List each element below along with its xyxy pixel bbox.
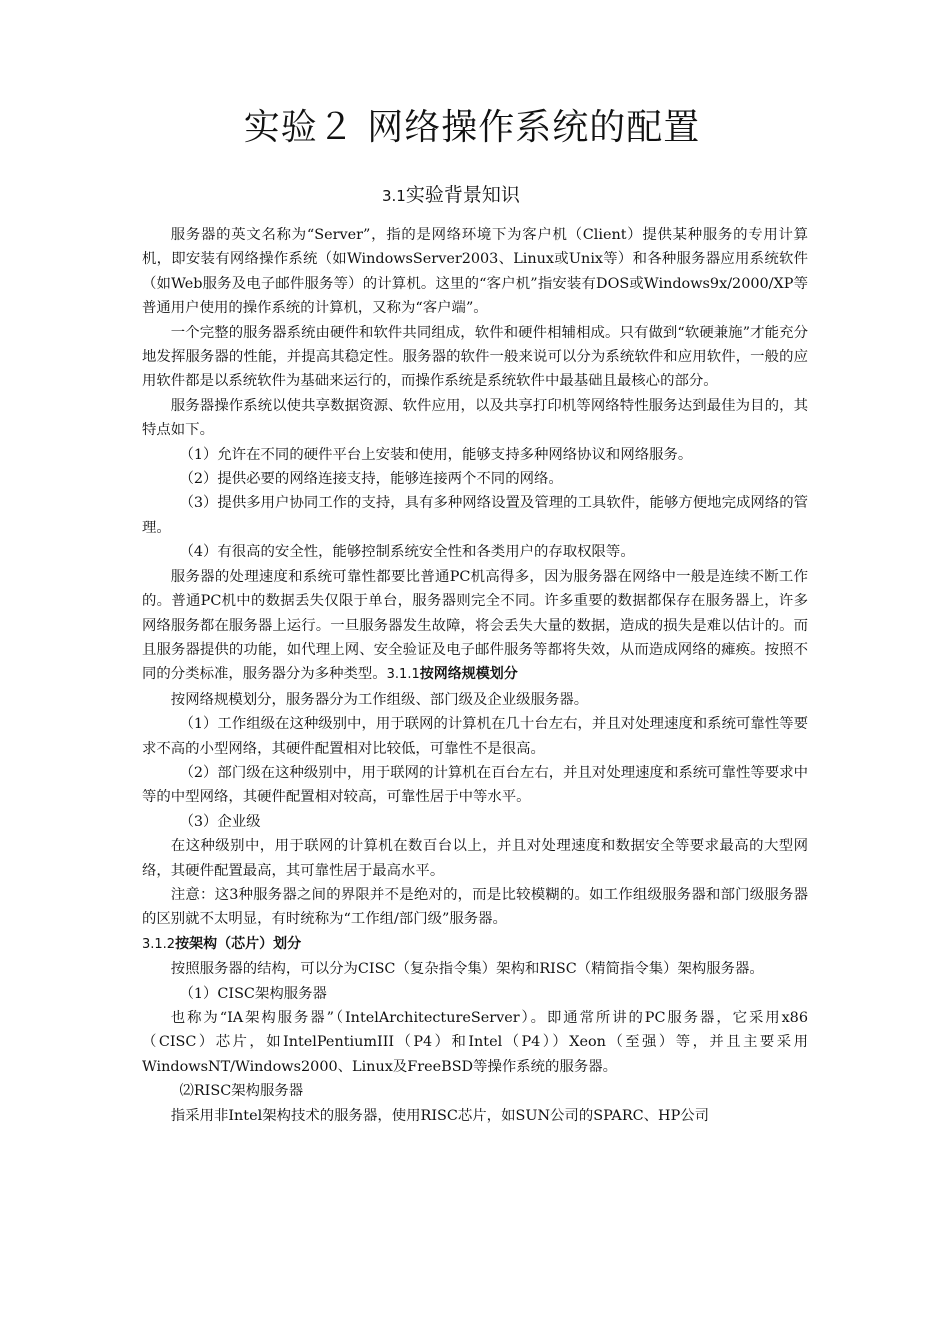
- paragraph: 按照服务器的结构，可以分为CISC（复杂指令集）架构和RISC（精简指令集）架构服务器。: [170, 961, 764, 978]
- list-item: （1）工作组级在这种级别中，用于联网的计算机在几十台左右，并且对处理速度和系统可靠性等要求不高的小型网络，其硬件配置相对比较低，可靠性不是很高。: [142, 716, 808, 757]
- subsection-title: 按架构（芯片）划分: [175, 935, 302, 952]
- subsection-heading-1: [387, 666, 518, 682]
- subsection-title: 按网络规模划分: [419, 666, 518, 683]
- paragraph: 指采用非Intel架构技术的服务器，使用RISC芯片，如SUN公司的SPARC、HP公司: [170, 1107, 710, 1124]
- document-body: [142, 223, 808, 1128]
- document-title: 实验２ 网络操作系统的配置: [243, 107, 701, 148]
- list-item: （4）有很高的安全性，能够控制系统安全性和各类用户的存取权限等。: [179, 544, 635, 561]
- paragraph: 在这种级别中，用于联网的计算机在数百台以上，并且对处理速度和数据安全等要求最高的大型网络，其硬件配置最高，其可靠性居于最高水平。: [142, 838, 808, 879]
- subsection-number: 3.1.1: [386, 667, 420, 683]
- list-item: （1）CISC架构服务器: [179, 985, 327, 1002]
- list-item: （3）企业级: [179, 813, 261, 830]
- list-item: （1）允许在不同的硬件平台上安装和使用，能够支持多种网络协议和网络服务。: [179, 446, 693, 463]
- list-item: （2）提供必要的网络连接支持，能够连接两个不同的网络。: [179, 471, 563, 488]
- subsection-number: 3.1.2: [142, 936, 176, 952]
- list-item: （2）部门级在这种级别中，用于联网的计算机在百台左右，并且对处理速度和系统可靠性等要求中等的中型网络，其硬件配置相对较高，可靠性居于中等水平。: [142, 764, 808, 806]
- paragraph: 服务器操作系统以使共享数据资源、软件应用，以及共享打印机等网络特性服务达到最佳为目的，其特点如下。: [142, 397, 808, 439]
- section-heading: [382, 180, 520, 211]
- section-number: 3.1: [382, 187, 406, 205]
- list-item: （3）提供多用户协同工作的支持，具有多种网络设置及管理的工具软件，能够方便地完成网络的管理。: [142, 495, 808, 536]
- list-item: ⑵RISC架构服务器: [179, 1083, 304, 1100]
- subsection-heading-2: [142, 932, 808, 957]
- paragraph: 按网络规模划分，服务器分为工作组级、部门级及企业级服务器。: [170, 691, 589, 708]
- paragraph: 一个完整的服务器系统由硬件和软件共同组成，软件和硬件相辅相成。只有做到“软硬兼施”才能充分地发挥服务器的性能，并提高其稳定性。服务器的软件一般来说可以分为系统软件和应用软件，一般的应用软件都是以系统软件为基础来运行的，而操作系统是系统软件中最基础且最核心的部分。: [142, 324, 808, 390]
- paragraph: 服务器的英文名称为“Server”，指的是网络环境下为客户机（Client）提供某种服务的专用计算机，即安装有网络操作系统（如WindowsServer2003、Linux或Unix等）和各种服务器应用系统软件（如Web服务及电子邮件服务等）的计算机。这里的“客户机”指安装有DOS或Windows9x/2000/XP等普通用户使用的操作系统的计算机，又称为“客户端”。: [142, 227, 808, 317]
- document-page: [142, 0, 808, 1344]
- paragraph: 也称为“IA架构服务器”（IntelArchitectureServer）。即通常所讲的PC服务器，它采用x86（CISC）芯片，如IntelPentiumIII（P4）和Intel（P4））Xeon（至强）等，并且主要采用WindowsNT/Windows2000、Linux及FreeBSD等操作系统的服务器。: [142, 1010, 808, 1075]
- paragraph-text: 服务器的处理速度和系统可靠性都要比普通PC机高得多，因为服务器在网络中一般是连续不断工作的。普通PC机中的数据丢失仅限于单台，服务器则完全不同。许多重要的数据都保存在服务器上，许多网络服务都在服务器上运行。一旦服务器发生故障，将会丢失大量的数据，造成的损失是难以估计的。而且服务器提供的功能，如代理上网、安全验证及电子邮件服务等都将失效，从而造成网络的瘫痪。按照不同的分类标准，服务器分为多种类型。: [142, 568, 808, 683]
- paragraph: [142, 565, 808, 688]
- section-title-text: 实验背景知识: [405, 184, 520, 206]
- paragraph: 注意：这3种服务器之间的界限并不是绝对的，而是比较模糊的。如工作组级服务器和部门级服务器的区别就不太明显，有时统称为“工作组/部门级”服务器。: [142, 886, 808, 928]
